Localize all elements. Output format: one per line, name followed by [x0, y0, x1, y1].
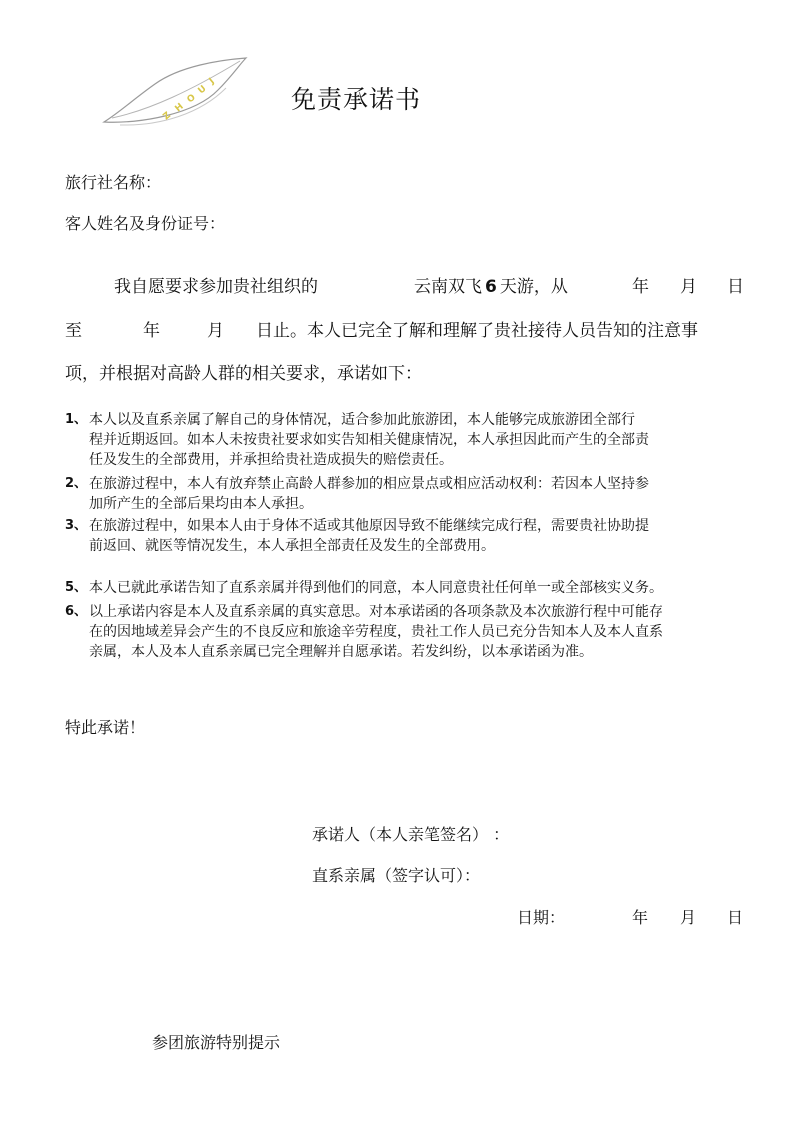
term-text: 本人以及直系亲属了解自己的身体情况，适合参加此旅游团，本人能够完成旅游团全部行 程并近期返回。如本人未按贵社要求如实告知相关健康情况，本人承担因此而产生的全部责 任及发生的全部费用，并承担给贵社造成损失的赔偿责任。 — [89, 412, 649, 468]
guest-id-label: 客人姓名及身份证号： — [65, 214, 226, 233]
svg-text:O: O — [185, 92, 198, 106]
term-item-3 — [65, 516, 725, 556]
term-number: 6、 — [65, 604, 88, 619]
start-day-unit: 日 — [727, 277, 744, 297]
date-label: 日期： — [517, 908, 566, 927]
agency-name-label: 旅行社名称： — [65, 173, 162, 192]
intro-tour-name — [414, 272, 568, 297]
term-text: 在旅游过程中，如果本人由于身体不适或其他原因导致不能继续完成行程，需要贵社协助提 前返回、就医等情况发生，本人承担全部责任及发生的全部费用。 — [89, 518, 649, 554]
closing-statement: 特此承诺！ — [65, 718, 146, 737]
logo-lettering — [162, 76, 217, 122]
sign-day-unit: 日 — [727, 908, 744, 927]
term-item-5 — [65, 578, 725, 598]
svg-text:U: U — [196, 83, 209, 97]
footer-tips-heading: 参团旅游特别提示 — [152, 1033, 281, 1052]
tour-from: 天游，从 — [499, 277, 568, 297]
leaf-logo — [100, 52, 250, 132]
page-title: 免责承诺书 — [291, 85, 422, 114]
end-day-text: 日止。本人已完全了解和理解了贵社接待人员告知的注意事 — [256, 321, 698, 341]
start-year-unit: 年 — [632, 277, 649, 297]
promisor-signature-label: 承诺人（本人亲笔签名） ： — [312, 825, 510, 844]
term-item-2 — [65, 474, 725, 514]
sign-month-unit: 月 — [680, 908, 697, 927]
end-month-unit: 月 — [207, 321, 224, 341]
term-text: 本人已就此承诺告知了直系亲属并得到他们的同意，本人同意贵社任何单一或全部核实义务。 — [89, 580, 663, 596]
svg-text:Z: Z — [161, 110, 173, 123]
tour-days: 6 — [485, 277, 497, 297]
intro-commitment-line: 项，并根据对高龄人群的相关要求，承诺如下： — [65, 364, 422, 384]
term-text: 在旅游过程中，本人有放弃禁止高龄人群参加的相应景点或相应活动权利：若因本人坚持参 加所产生的全部后果均由本人承担。 — [89, 476, 649, 512]
term-item-1 — [65, 410, 725, 470]
intro-request-text: 我自愿要求参加贵社组织的 — [114, 277, 318, 297]
term-item-6 — [65, 602, 725, 662]
start-month-unit: 月 — [680, 277, 697, 297]
end-year-unit: 年 — [143, 321, 160, 341]
term-number: 1、 — [65, 412, 88, 427]
end-to-label: 至 — [65, 321, 82, 341]
term-number: 5、 — [65, 580, 88, 595]
svg-text:J: J — [207, 76, 217, 87]
term-number: 3、 — [65, 518, 88, 533]
term-number: 2、 — [65, 476, 88, 491]
svg-text:H: H — [173, 101, 186, 115]
sign-year-unit: 年 — [632, 908, 649, 927]
term-text: 以上承诺内容是本人及直系亲属的真实意思。对本承诺函的各项条款及本次旅游行程中可能存 在的因地域差异会产生的不良反应和旅途辛劳程度，贵社工作人员已充分告知本人及本人直系 亲属，本人及本人直系亲属已完全理解并自愿承诺。若发纠纷，以本承诺函为准。 — [89, 604, 663, 660]
relative-signature-label: 直系亲属（签字认可）： — [312, 866, 481, 885]
tour-destination: 云南双飞 — [414, 277, 482, 297]
